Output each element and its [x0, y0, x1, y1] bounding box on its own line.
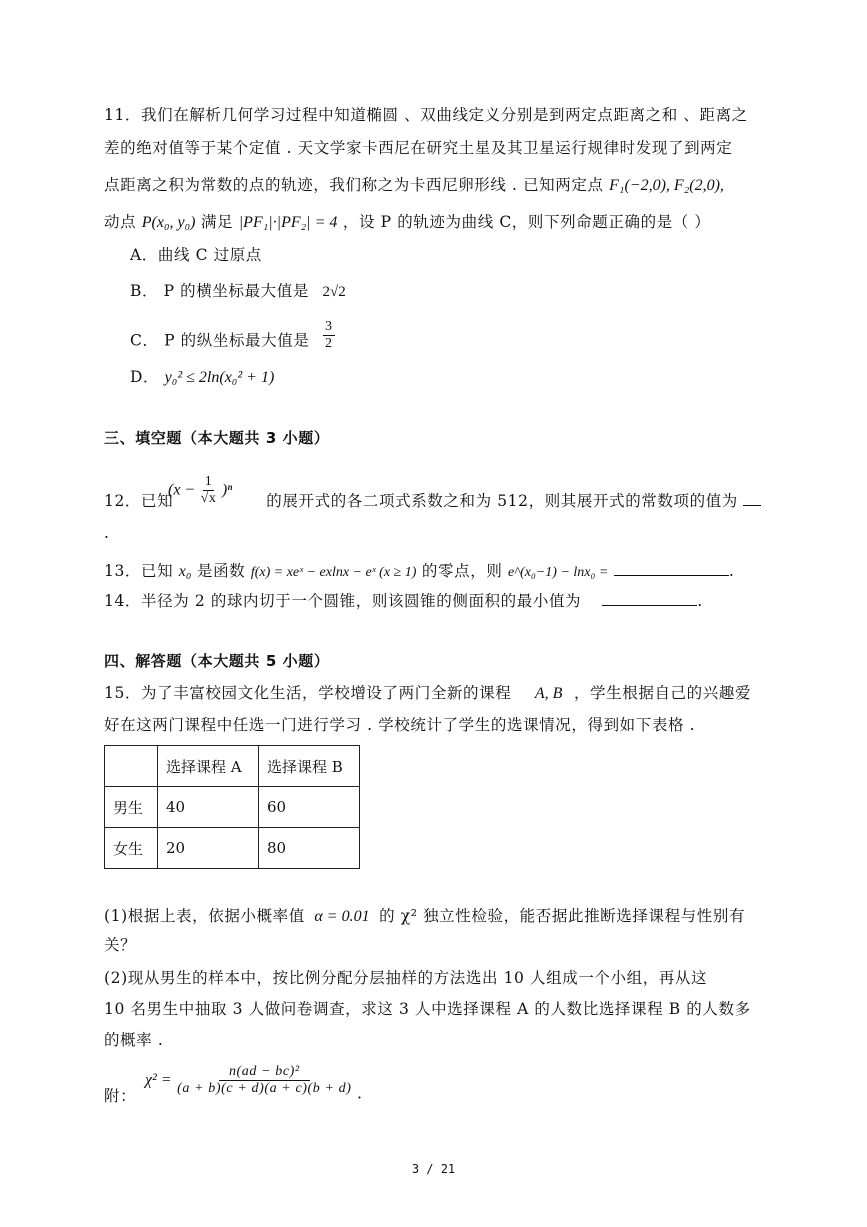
q15-courses: A, B	[534, 685, 563, 702]
q12-text: 的展开式的各二项式系数之和为 512，则其展开式的常数项的值为	[266, 492, 738, 510]
q11-option-c-fraction	[323, 319, 335, 352]
q14-line	[104, 590, 703, 612]
q13-line	[104, 560, 734, 584]
formula-tail: .	[357, 1084, 363, 1103]
q11-option-a: A．曲线 C 过原点	[130, 246, 262, 264]
q15-line2: 好在这两门课程中任选一门进行学习 . 学校统计了学生的选课情况，得到如下表格 .	[104, 716, 696, 734]
table-cell: 80	[259, 828, 360, 869]
fraction-numerator: 3	[324, 319, 333, 334]
q11-line4-e: ，设 P 的轨迹为曲线 C，则下列命题正确的是（ ）	[342, 213, 711, 231]
table-cell: 女生	[105, 828, 158, 869]
section-fill-in-title: 三、填空题（本大题共 3 小题）	[104, 429, 330, 447]
q15-appendix: 附：	[104, 1087, 137, 1105]
table-cell: 60	[259, 787, 360, 828]
q15-part2-line1: (2)现从男生的样本中，按比例分配分层抽样的方法选出 10 人组成一个小组，再从这	[104, 969, 708, 987]
q11-option-b-math: 2√2	[322, 284, 346, 300]
table-header: 选择课程 B	[259, 746, 360, 787]
table-header: 选择课程 A	[158, 746, 259, 787]
q15-line1-a: 15．为了丰富校园文化生活，学校增设了两门全新的课程	[104, 684, 512, 702]
q13-mid2: 的零点，则	[421, 562, 503, 580]
q13-mid: 是函数	[196, 562, 246, 580]
q13-x0: x₀	[178, 563, 192, 580]
q11-line4-c: 满足	[201, 213, 234, 231]
answer-blank	[614, 561, 729, 576]
q15-part2-line3: 的概率 .	[104, 1031, 164, 1049]
q15-part2-line2: 10 名男生中抽取 3 人做问卷调查，求这 3 人中选择课程 A 的人数比选择课程 B 的人数多	[104, 1000, 751, 1018]
q11-option-d-label: D．	[130, 368, 160, 386]
q12-expr-post: )ⁿ	[221, 481, 233, 499]
fraction-denominator: (a + b)(c + d)(a + c)(b + d)	[177, 1081, 352, 1096]
q12-expr-pre: (x −	[168, 481, 196, 499]
answer-blank	[602, 591, 697, 606]
q12-tail: .	[104, 524, 110, 542]
q11-option-b-text: B． P 的横坐标最大值是	[130, 282, 309, 300]
q11-line3-text: 点距离之积为常数的点的轨迹，我们称之为卡西尼卵形线 . 已知两定点	[104, 176, 604, 194]
q15-part1	[104, 905, 745, 928]
page-number: 3 / 21	[411, 1162, 456, 1176]
table-header-row	[105, 746, 360, 787]
q13-prefix: 13．已知	[104, 562, 174, 580]
q11-foci: F₁(−2,0), F₂(2,0),	[609, 177, 724, 194]
q11-condition: |PF₁|·|PF₂| = 4	[238, 214, 338, 231]
q12-line	[104, 490, 761, 512]
fraction-numerator: 1	[204, 474, 213, 489]
formula-lhs: χ² =	[145, 1071, 172, 1089]
q13-tail: .	[728, 562, 735, 580]
q11-option-d	[130, 366, 274, 389]
table-cell: 40	[158, 787, 259, 828]
q15-alpha: α = 0.01	[314, 908, 370, 925]
q11-line3	[104, 174, 724, 197]
q11-option-c-text: C． P 的纵坐标最大值是	[130, 331, 310, 350]
q15-line1-c: ，学生根据自己的兴趣爱	[573, 684, 752, 702]
table-cell	[105, 746, 158, 787]
course-selection-table	[104, 745, 360, 869]
q15-part1-c: 的 χ² 独立性检验，能否据此推断选择课程与性别有	[379, 907, 746, 925]
q15-line1	[104, 682, 751, 705]
q13-expression: e^(x₀−1) − lnx₀ =	[507, 565, 609, 580]
q11-point-p: P(x₀, y₀)	[141, 214, 196, 231]
fraction-numerator: n(ad − bc)²	[219, 1064, 310, 1081]
q11-option-d-math: y₀² ≤ 2ln(x₀² + 1)	[164, 369, 275, 386]
q14-text: 14．半径为 2 的球内切于一个圆锥，则该圆锥的侧面积的最小值为	[104, 592, 582, 610]
q11-line4-a: 动点	[104, 213, 137, 231]
table-row	[105, 787, 360, 828]
q11-option-b	[130, 280, 346, 303]
section-answer-title: 四、解答题（本大题共 5 小题）	[104, 652, 330, 670]
q11-line1: 11．我们在解析几何学习过程中知道椭圆 、双曲线定义分别是到两定点距离之和 、距离之	[104, 106, 748, 124]
q13-function: f(x) = xeˣ − exlnx − eˣ (x ≥ 1)	[250, 565, 417, 580]
q15-part1-a: (1)根据上表，依据小概率值	[104, 907, 305, 925]
q14-tail: .	[697, 592, 703, 610]
chi-square-formula	[145, 1064, 363, 1105]
q11-line4	[104, 211, 711, 234]
table-cell: 男生	[105, 787, 158, 828]
fraction-denominator: √x	[200, 491, 217, 506]
q11-line2: 差的绝对值等于某个定值 . 天文学家卡西尼在研究土星及其卫星运行规律时发现了到两定	[104, 139, 733, 157]
table-row	[105, 828, 360, 869]
answer-blank	[743, 491, 761, 506]
q11-option-c	[130, 319, 335, 358]
formula-fraction	[177, 1064, 351, 1097]
q15-part1-end: 关？	[104, 936, 137, 954]
q12-prefix: 12．已知	[104, 492, 174, 510]
fraction-denominator: 2	[324, 336, 333, 351]
table-cell: 20	[158, 828, 259, 869]
